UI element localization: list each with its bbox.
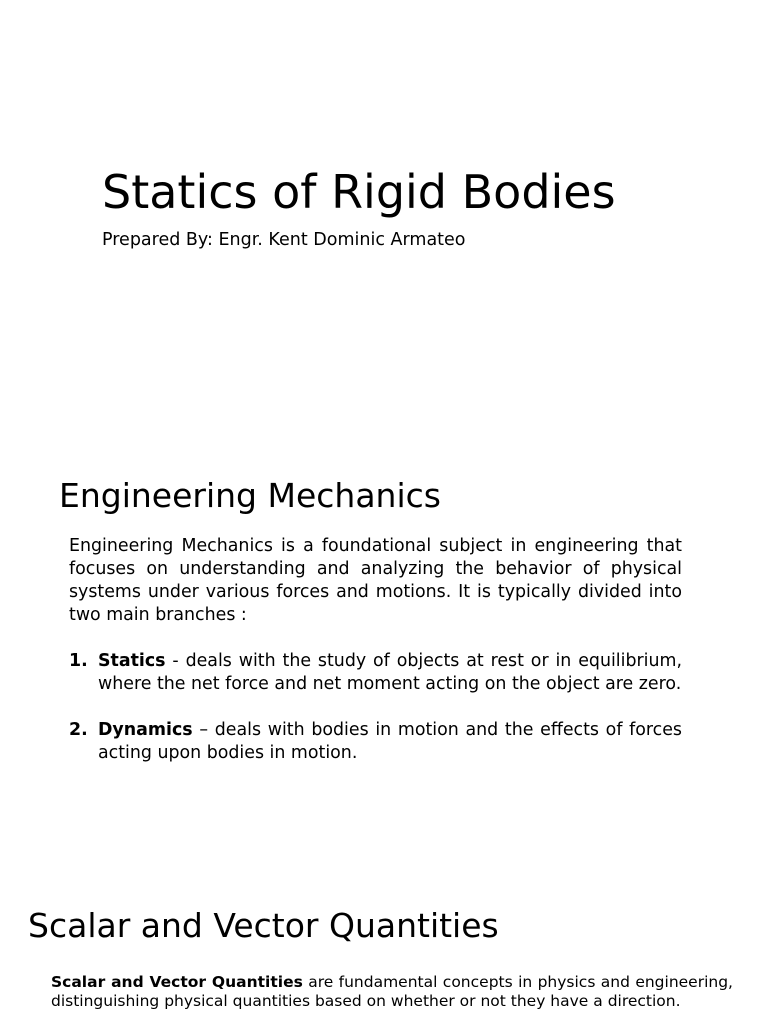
list-term: Statics — [98, 651, 166, 671]
title-slide — [0, 0, 768, 432]
list-number: 1. — [69, 651, 88, 671]
definition-term: Scalar and Vector Quantities — [51, 973, 303, 991]
engineering-mechanics-slide — [0, 432, 768, 864]
list-separator: – — [192, 720, 215, 740]
slide-heading: Engineering Mechanics — [59, 476, 441, 515]
list-number: 2. — [69, 720, 88, 740]
slide-body — [51, 973, 733, 1010]
intro-paragraph: Engineering Mechanics is a foundational subject in engineering that focuses on understanding and analyzing the behavior of physical systems under various forces and motions. It is typically divided into two main branches : — [69, 536, 682, 625]
slide-heading: Scalar and Vector Quantities — [28, 906, 499, 945]
list-separator: - — [165, 651, 186, 671]
list-term: Dynamics — [98, 720, 193, 740]
slide-body — [69, 535, 682, 788]
branches-list — [69, 650, 682, 765]
list-text: deals with the study of objects at rest or in equilibrium, where the net force and net moment acting on the object are zero. — [98, 651, 682, 694]
list-text: deals with bodies in motion and the effects of forces acting upon bodies in motion. — [98, 720, 682, 763]
scalar-vector-slide — [0, 864, 768, 1024]
list-item-dynamics — [69, 719, 682, 765]
presentation-title: Statics of Rigid Bodies — [102, 165, 616, 219]
list-item-statics — [69, 650, 682, 696]
definition-text: are fundamental concepts in physics and engineering, distinguishing physical quantities based on whether or not they have a direction. — [51, 973, 733, 1010]
presentation-subtitle: Prepared By: Engr. Kent Dominic Armateo — [102, 230, 466, 250]
definition-paragraph — [51, 973, 733, 1010]
